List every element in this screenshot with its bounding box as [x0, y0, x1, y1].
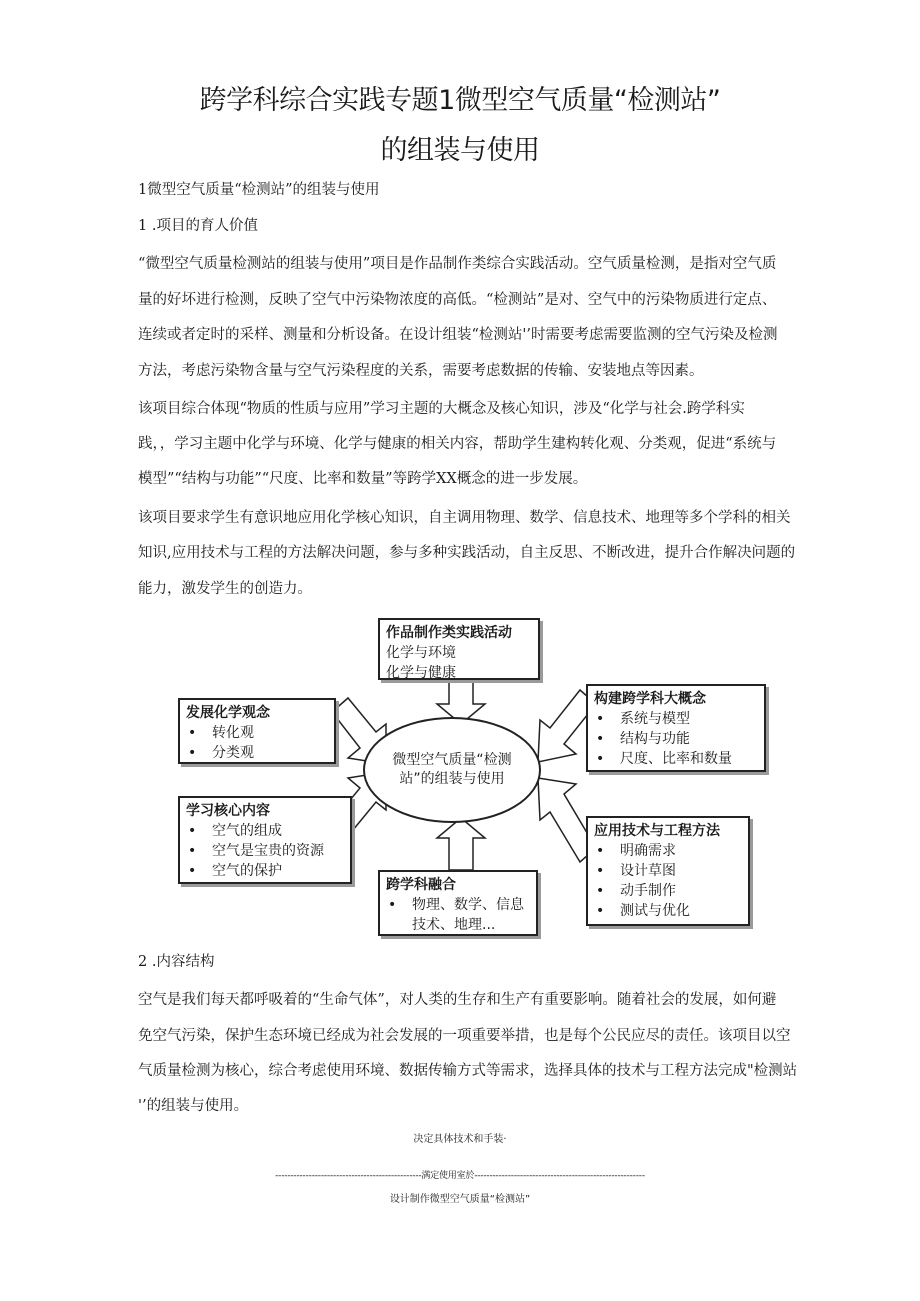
paragraph-line: 践，，学习主题中化学与环境、化学与健康的相关内容，帮助学生建构转化观、分类观，促进“系统与 — [138, 436, 777, 452]
box-item: • 转化观 — [186, 723, 328, 743]
box-item: • 物理、数学、信息技术、地理... — [386, 895, 530, 935]
page-title-line-2: 的组装与使用 — [380, 135, 540, 166]
paragraph-line: 气质量检测为核心，综合考虑使用环境、数据传输方式等需求，选择具体的技术与工程方法完成"检测站 — [138, 1063, 798, 1079]
paragraph-line: 量的好坏进行检测，反映了空气中污染物浓度的高低。“检测站”是对、空气中的污染物质进行定点、 — [138, 292, 777, 308]
box-item: • 设计草图 — [594, 861, 742, 881]
box-heading: 作品制作类实践活动 — [386, 625, 512, 641]
box-item: • 系统与模型 — [594, 709, 758, 729]
box-interdisciplinary — [378, 870, 538, 936]
box-chemistry-concepts — [178, 698, 336, 764]
box-item: • 测试与优化 — [594, 901, 742, 921]
section-heading-2: 2 .内容结构 — [138, 954, 215, 970]
flow-step-3: 设计制作微型空气质量“检测站” — [389, 1194, 531, 1205]
box-item: • 空气是宝贵的资源 — [186, 841, 344, 861]
box-item: • 结构与功能 — [594, 729, 758, 749]
paragraph-line: 连续或者定时的采样、测量和分析设备。在设计组装“检测站'’时需要考虑需要监测的空气污染及检测 — [138, 327, 778, 343]
arrow-bottom — [437, 818, 485, 870]
box-big-concepts — [586, 684, 766, 772]
box-item: • 空气的保护 — [186, 861, 344, 881]
box-heading: 学习核心内容 — [186, 803, 270, 819]
box-item: 化学与健康 — [386, 665, 456, 681]
paragraph-line: 该项目要求学生有意识地应用化学核心知识，自主调用物理、数学、信息技术、地理等多个学科的相关 — [138, 510, 791, 526]
flow-step-2: ------------------------------------------------满定使用室於-------------------------------------------------------- — [275, 1171, 645, 1181]
box-heading: 应用技术与工程方法 — [594, 823, 720, 839]
paragraph-line: 免空气污染，保护生态环境已经成为社会发展的一项重要举措，也是每个公民应尽的责任。该项目以空 — [138, 1028, 791, 1044]
box-item: • 明确需求 — [594, 841, 742, 861]
box-heading: 跨学科融合 — [386, 877, 456, 893]
box-item: • 尺度、比率和数量 — [594, 749, 758, 769]
box-item: • 空气的组成 — [186, 821, 344, 841]
subtitle: 1微型空气质量“检测站”的组装与使用 — [138, 182, 380, 198]
paragraph-line: 该项目综合体现“物质的性质与应用”学习主题的大概念及核心知识，涉及“化学与社会.跨学科实 — [138, 401, 745, 417]
paragraph-line: “微型空气质量检测站的组装与使用”项目是作品制作类综合实践活动。空气质量检测，是指对空气质 — [138, 256, 777, 272]
box-engineering-methods — [586, 816, 750, 926]
box-item: • 动手制作 — [594, 881, 742, 901]
box-item: • 分类观 — [186, 743, 328, 763]
box-heading: 构建跨学科大概念 — [594, 691, 706, 707]
center-topic-ellipse: 微型空气质量“检测站”的组装与使用 — [363, 717, 541, 823]
concept-diagram — [172, 612, 772, 944]
section-heading-1: 1 .项目的育人价值 — [138, 218, 258, 234]
box-heading: 发展化学观念 — [186, 705, 270, 721]
box-item: 化学与环境 — [386, 645, 456, 661]
paragraph-line: '’的组装与使用。 — [138, 1098, 249, 1114]
paragraph-line: 空气是我们每天都呼吸着的“生命气体”，对人类的生存和生产有重要影响。随着社会的发展，如何避 — [138, 992, 777, 1008]
paragraph-line: 方法，考虑污染物含量与空气污染程度的关系，需要考虑数据的传输、安装地点等因素。 — [138, 363, 704, 379]
paragraph-line: 知识,应用技术与工程的方法解决问题，参与多种实践活动，自主反思、不断改进，提升合作解决问题的 — [138, 545, 796, 561]
paragraph-line: 能力，激发学生的创造力。 — [138, 581, 312, 597]
box-practice-activity — [378, 618, 540, 680]
box-core-content — [178, 796, 352, 884]
flow-step-1: 决定具体技术和手装· — [413, 1134, 507, 1145]
page-title-line-1: 跨学科综合实践专题1微型空气质量“检测站” — [199, 85, 721, 116]
paragraph-line: 模型”“结构与功能”“尺度、比率和数量”等跨学XX概念的进一步发展。 — [138, 471, 588, 487]
